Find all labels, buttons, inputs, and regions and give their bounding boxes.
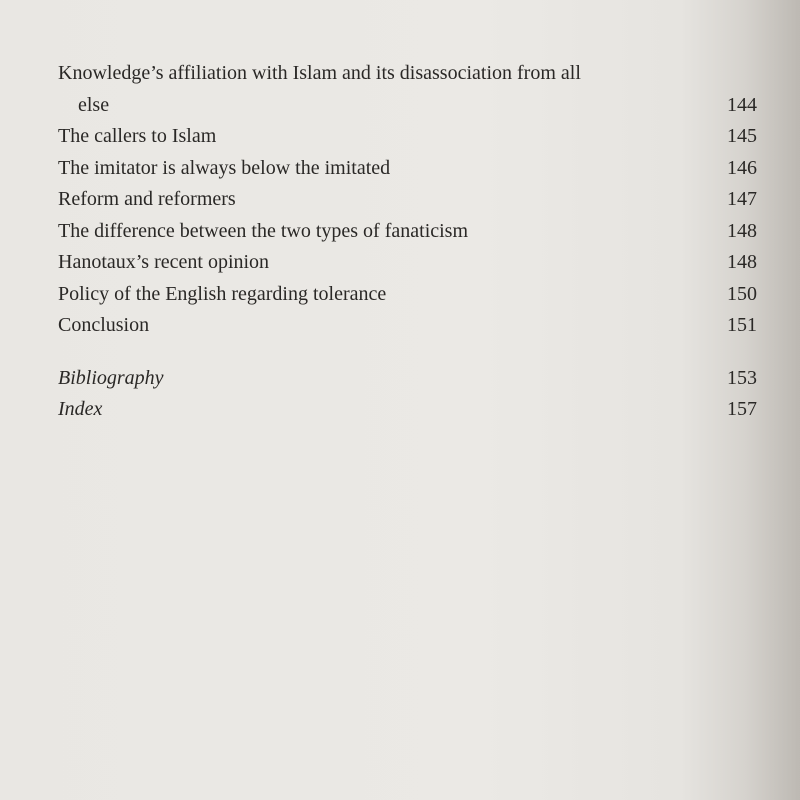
toc-entry [58,247,757,279]
toc-entry [58,58,757,90]
toc-entry-title: Bibliography [58,366,164,389]
toc-entry-title: Reform and reformers [58,188,236,210]
toc-entry-title: The callers to Islam [58,125,217,147]
toc-entry-continuation [58,90,757,122]
toc-entry [58,279,757,311]
toc-entry [58,184,757,216]
toc-entry [58,310,757,342]
toc-entry [58,153,757,185]
toc-entry-page: 148 [727,251,757,273]
toc-entry-page: 150 [727,282,757,305]
toc-entry-page: 144 [727,93,757,116]
toc-entry [58,216,757,248]
toc-entry-title: Policy of the English regarding tolerance [58,282,387,305]
toc-entry-title: The difference between the two types of fanaticism [58,219,469,242]
toc-entry-title: The imitator is always below the imitated [58,156,391,179]
toc-entry-page: 153 [727,366,757,389]
toc-entry [58,121,757,153]
toc-entry-title: Index [58,398,103,420]
toc-entry-page: 146 [727,156,757,179]
toc-entry-page: 157 [727,398,757,420]
section-spacer [58,342,757,363]
toc-back-matter-entry [58,363,757,395]
toc-entry-page: 145 [727,125,757,147]
table-of-contents [58,58,757,426]
toc-entry-title-continuation: else [78,93,110,116]
toc-back-matter-entry [58,394,757,426]
toc-entry-title: Hanotaux’s recent opinion [58,251,270,273]
toc-entry-page: 148 [727,219,757,242]
toc-entry-page: 147 [727,188,757,210]
toc-entry-title: Knowledge’s affiliation with Islam and its disassociation from all [58,62,581,84]
toc-entry-title: Conclusion [58,314,150,336]
toc-entry-page: 151 [727,314,757,336]
